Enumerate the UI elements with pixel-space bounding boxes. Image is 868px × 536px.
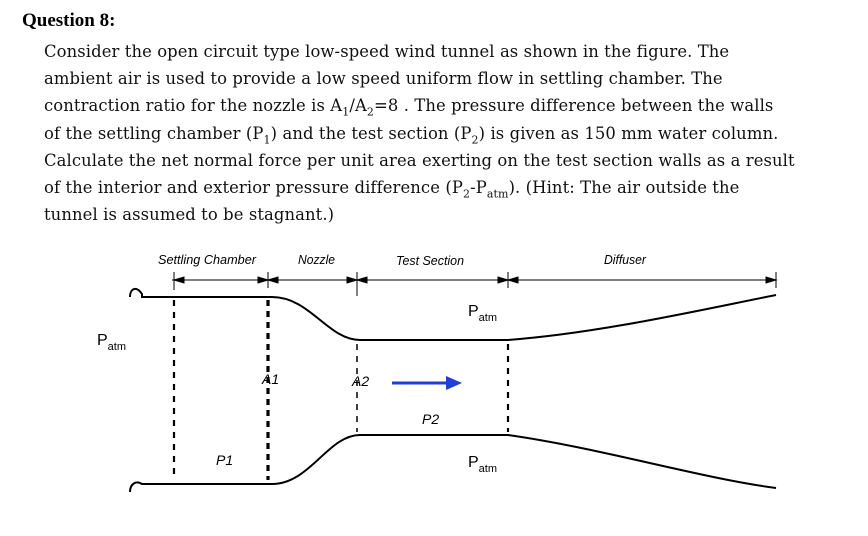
diffuser-label: Diffuser bbox=[604, 252, 647, 267]
question-line-4: of the settling chamber $(P_1)$ and the test section $(P_2)$ is given as 150 mm water column. bbox=[44, 123, 779, 146]
nozzle-label: Nozzle bbox=[298, 252, 335, 267]
question-line-3: contraction ratio for the nozzle is $A_1/A_2=8$ . The pressure difference between the walls bbox=[44, 96, 774, 119]
p-atm-top-label: $P_{atm}$ bbox=[468, 303, 498, 324]
question-title: Question 8: bbox=[22, 10, 116, 31]
question-line-1: Consider the open circuit type low-speed wind tunnel as shown in the figure. The bbox=[44, 42, 730, 61]
question-line-5: Calculate the net normal force per unit area exerting on the test section walls as a result bbox=[44, 150, 795, 170]
dimension-line bbox=[172, 272, 776, 296]
question-line-6: of the interior and exterior pressure difference $(P_2-P_{atm})$. (Hint: The air outside the bbox=[44, 178, 740, 201]
p-atm-left-label: $P_{atm}$ bbox=[97, 332, 127, 353]
p2-label: P2 bbox=[422, 411, 440, 427]
a2-label: A2 bbox=[352, 373, 370, 389]
a1-label: A1 bbox=[262, 371, 280, 387]
test-section-label: Test Section bbox=[396, 253, 464, 268]
p1-label: P1 bbox=[216, 452, 234, 468]
settling-chamber-label: Settling Chamber bbox=[158, 252, 257, 267]
question-line-2: ambient air is used to provide a low speed uniform flow in settling chamber. The bbox=[44, 69, 723, 89]
flow-direction-arrow bbox=[392, 376, 462, 390]
question-line-7: tunnel is assumed to be stagnant.) bbox=[44, 205, 335, 225]
p-atm-bottom-label: $P_{atm}$ bbox=[468, 454, 498, 475]
